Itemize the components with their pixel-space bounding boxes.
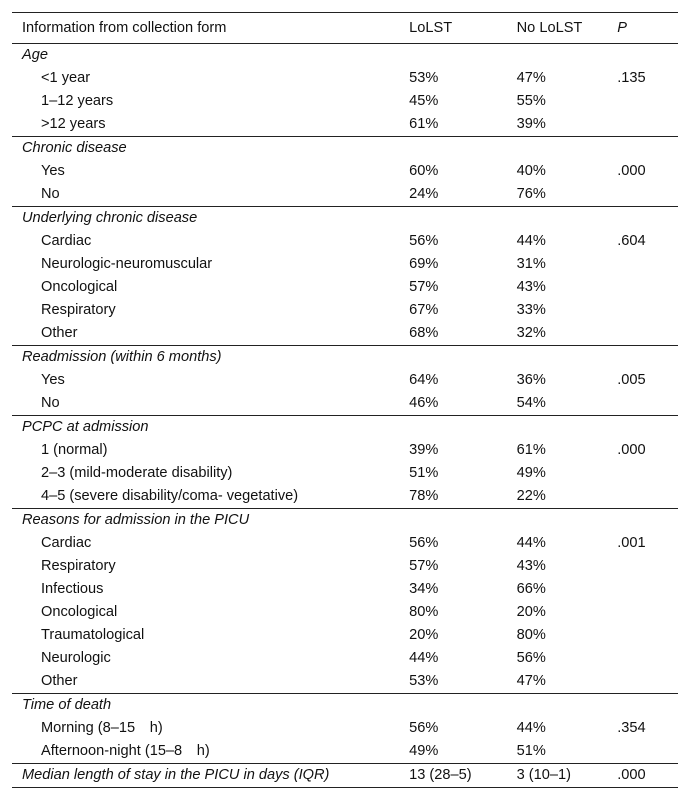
p-value: .005 [617,372,646,388]
p-value [617,509,678,533]
table-row [12,670,678,694]
row-label: >12 years [41,116,106,132]
no-lolst-value: 22% [516,488,546,504]
no-lolst-value: 40% [516,163,546,179]
table-row [12,113,678,137]
lolst-value: 56% [409,720,439,736]
table-row [12,253,678,276]
row-label: Median length of stay in the PICU in days (IQR) [12,764,409,788]
table-row [12,532,678,555]
row-label: Neurologic [41,650,111,666]
table-row [12,462,678,485]
lolst-value: 45% [409,93,439,109]
lolst-value: 39% [409,442,439,458]
lolst-value: 13 (28–5) [409,764,517,788]
table-row [12,160,678,183]
p-value [617,647,678,670]
p-value [617,740,678,764]
lolst-value: 49% [409,743,439,759]
lolst-value: 44% [409,650,439,666]
p-value [617,578,678,601]
no-lolst-value [517,137,618,161]
table-row [12,392,678,416]
p-value [617,276,678,299]
p-value [617,253,678,276]
no-lolst-value: 43% [516,279,546,295]
p-value [617,601,678,624]
p-value [617,392,678,416]
p-value: .604 [617,233,646,249]
table-row [12,601,678,624]
table-header-row [12,13,678,44]
lolst-value [409,346,517,370]
p-value [617,113,678,137]
no-lolst-value: 56% [516,650,546,666]
row-label: Reasons for admission in the PICU [12,509,409,533]
no-lolst-value: 51% [516,743,546,759]
table-row [12,717,678,740]
lolst-value: 53% [409,70,439,86]
p-value [617,90,678,113]
row-label: Oncological [41,604,118,620]
no-lolst-value: 47% [516,673,546,689]
section-row [12,137,678,161]
no-lolst-value: 61% [516,442,546,458]
lolst-value: 53% [409,673,439,689]
table-row [12,485,678,509]
row-label: Time of death [12,694,409,718]
no-lolst-value [517,346,618,370]
section-row [12,346,678,370]
p-value [617,462,678,485]
section-row [12,509,678,533]
header-p: P [617,13,678,44]
row-label: Other [41,673,78,689]
lolst-value: 80% [409,604,439,620]
no-lolst-value: 44% [516,233,546,249]
table-row [12,276,678,299]
no-lolst-value: 44% [516,535,546,551]
p-value: .000 [617,764,678,788]
p-value: .001 [617,535,646,551]
no-lolst-value: 20% [516,604,546,620]
row-label: Other [41,325,78,341]
row-label: Respiratory [41,302,116,318]
lolst-value: 24% [409,186,439,202]
row-label: No [41,186,60,202]
lolst-value: 51% [409,465,439,481]
lolst-value: 68% [409,325,439,341]
header-no-lolst: No LoLST [517,13,618,44]
row-label: 1–12 years [41,93,114,109]
row-label: Infectious [41,581,104,597]
lolst-value: 61% [409,116,439,132]
table-row [12,740,678,764]
row-label: Cardiac [41,535,92,551]
p-value: .135 [617,70,646,86]
row-label: Respiratory [41,558,116,574]
lolst-value: 60% [409,163,439,179]
lolst-value: 46% [409,395,439,411]
no-lolst-value: 80% [516,627,546,643]
p-value [617,670,678,694]
row-label: Traumatological [41,627,145,643]
lolst-value [409,207,517,231]
section-row [12,207,678,231]
row-label: 1 (normal) [41,442,108,458]
row-label: Cardiac [41,233,92,249]
no-lolst-value: 32% [516,325,546,341]
lolst-value: 56% [409,233,439,249]
header-lolst: LoLST [409,13,517,44]
no-lolst-value: 44% [516,720,546,736]
p-value [617,137,678,161]
lolst-value: 64% [409,372,439,388]
p-value: .000 [617,163,646,179]
table-row [12,299,678,322]
table-row [12,439,678,462]
table-row [12,67,678,90]
table-row [12,369,678,392]
no-lolst-value [517,44,618,68]
summary-row [12,764,678,788]
table-row [12,555,678,578]
section-row [12,694,678,718]
table-row [12,624,678,647]
row-label: Oncological [41,279,118,295]
lolst-value: 78% [409,488,439,504]
p-value: .354 [617,720,646,736]
section-row [12,416,678,440]
no-lolst-value: 39% [516,116,546,132]
no-lolst-value [517,207,618,231]
p-value [617,624,678,647]
lolst-value: 57% [409,558,439,574]
p-value [617,485,678,509]
no-lolst-value: 76% [516,186,546,202]
row-label: PCPC at admission [12,416,409,440]
p-value [617,183,678,207]
row-label: Morning (8–15 h) [41,720,163,736]
row-label: Neurologic-neuromuscular [41,256,213,272]
table-row [12,647,678,670]
row-label: <1 year [41,70,91,86]
section-row [12,44,678,68]
p-value [617,555,678,578]
lolst-value: 69% [409,256,439,272]
lolst-value: 20% [409,627,439,643]
table-row [12,90,678,113]
no-lolst-value [517,416,618,440]
row-label: 2–3 (mild-moderate disability) [41,465,233,481]
lolst-value [409,416,517,440]
lolst-value: 34% [409,581,439,597]
p-value [617,207,678,231]
p-value: .000 [617,442,646,458]
no-lolst-value: 33% [516,302,546,318]
table-row [12,230,678,253]
header-information: Information from collection form [12,13,409,44]
row-label: Underlying chronic disease [12,207,409,231]
no-lolst-value: 55% [516,93,546,109]
no-lolst-value: 3 (10–1) [517,764,618,788]
no-lolst-value: 36% [516,372,546,388]
p-value [617,416,678,440]
lolst-value [409,44,517,68]
row-label: No [41,395,60,411]
p-value [617,346,678,370]
row-label: Afternoon-night (15–8 h) [41,743,210,759]
lolst-value [409,137,517,161]
no-lolst-value: 43% [516,558,546,574]
p-value [617,299,678,322]
row-label: Yes [41,372,65,388]
row-label: Age [12,44,409,68]
lolst-value: 56% [409,535,439,551]
table-row [12,183,678,207]
lolst-value [409,509,517,533]
row-label: Readmission (within 6 months) [12,346,409,370]
no-lolst-value: 54% [516,395,546,411]
lolst-value: 67% [409,302,439,318]
lolst-value [409,694,517,718]
no-lolst-value: 49% [516,465,546,481]
table-row [12,322,678,346]
table-body [12,44,678,788]
no-lolst-value [517,509,618,533]
p-value [617,694,678,718]
row-label: 4–5 (severe disability/coma- vegetative) [41,488,299,504]
row-label: Chronic disease [12,137,409,161]
table-row [12,578,678,601]
p-value [617,44,678,68]
no-lolst-value [517,694,618,718]
no-lolst-value: 47% [516,70,546,86]
p-value [617,322,678,346]
row-label: Yes [41,163,65,179]
lolst-comparison-table [12,12,678,788]
no-lolst-value: 66% [516,581,546,597]
no-lolst-value: 31% [516,256,546,272]
lolst-value: 57% [409,279,439,295]
